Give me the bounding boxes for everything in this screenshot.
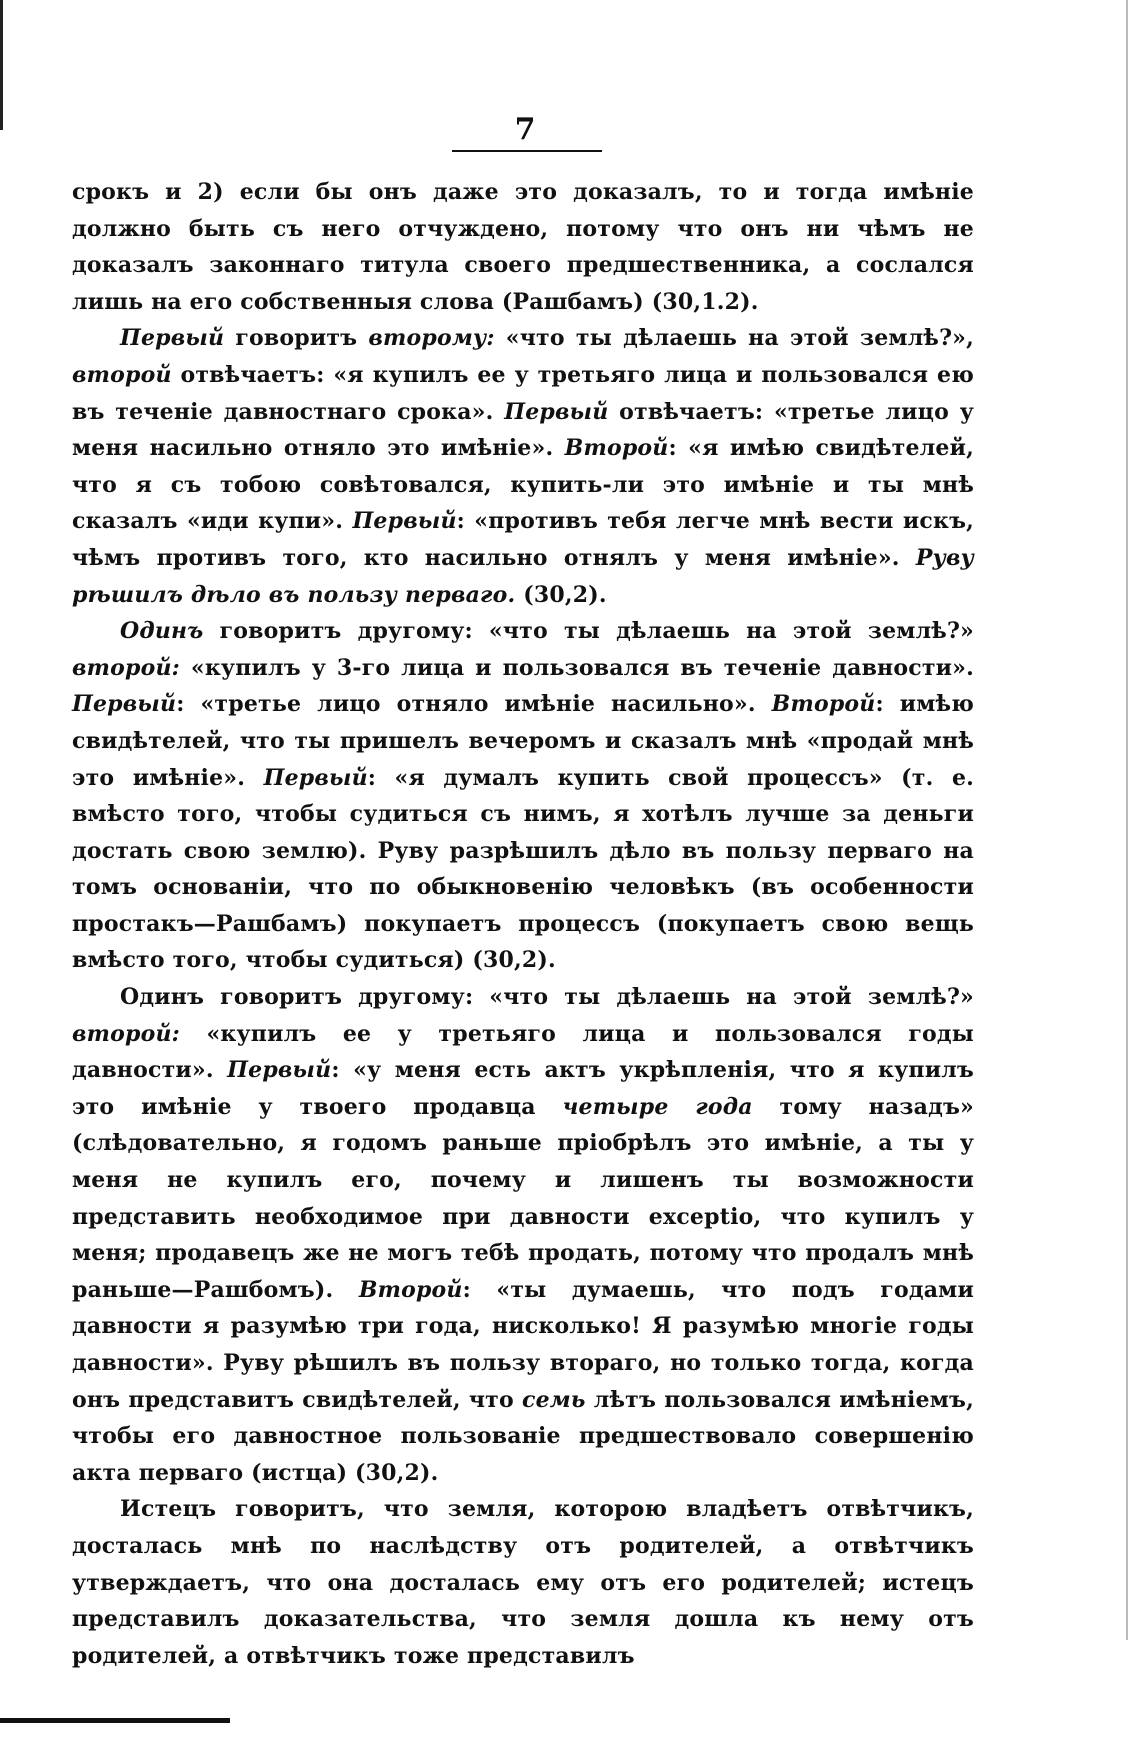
paragraph-4 (72, 979, 974, 1491)
paragraph-5 (72, 1491, 974, 1674)
speaker-one: Одинъ (120, 618, 204, 645)
text-run: : «противъ тебя легче мнѣ вести искъ, чѣмъ противъ того, кто насильно отнялъ у меня имѣніе». (72, 508, 974, 571)
speaker-second: Второй (771, 691, 876, 718)
scan-edge-right (1126, 0, 1128, 1640)
text-run: «купилъ у 3-го лица и пользовался въ теченіе давности». (179, 654, 974, 681)
text-run: отвѣчаетъ: «я купилъ ее у третьяго лица и пользовался ею въ теченіе давностнаго срока». (72, 361, 974, 425)
text-run: : имѣю свидѣтелей, что ты пришелъ вечеромъ и сказалъ мнѣ «продай мнѣ это имѣніе». (72, 691, 974, 791)
speaker-first: Первый (72, 691, 177, 718)
scan-edge-left (0, 0, 3, 130)
page-number-rule (452, 150, 602, 152)
text-run: Одинъ говоритъ другому: «что ты дѣлаешь на этой землѣ?» (120, 984, 974, 1011)
scan-foot-bar (0, 1718, 230, 1723)
speaker-second: второй (72, 361, 172, 388)
paragraph-2 (72, 320, 974, 613)
text-run: «что ты дѣлаешь на этой землѣ?», (494, 325, 974, 352)
speaker-first: Первый (352, 508, 457, 535)
paragraph-1 (72, 174, 974, 320)
speaker-second: второй: (72, 654, 180, 681)
speaker-second: Второй (358, 1276, 463, 1303)
text-run: говоритъ (224, 325, 369, 352)
speaker-second: второму: (368, 325, 495, 352)
text-run: отвѣчаетъ: «третье лицо у меня насильно отняло это имѣніе». (72, 398, 974, 462)
paragraph-5-text: Истецъ говоритъ, что земля, которою владѣетъ отвѣтчикъ, досталась мнѣ по наслѣдству отъ родителей, а отвѣтчикъ утверждаетъ, что она досталась ему отъ его родителей; истецъ представилъ доказательства, что земля дошла къ нему отъ родителей, а отвѣтчикъ тоже представилъ (72, 1496, 974, 1669)
text-run: : «у меня есть актъ укрѣпленія, что я купилъ это имѣніе у твоего продавца (72, 1057, 975, 1120)
paragraph-1-text: срокъ и 2) если бы онъ даже это доказалъ, то и тогда имѣніе должно быть съ него отчуждено, потому что онъ ни чѣмъ не доказалъ законнаго титула своего предшественника, а сослался лишь на его собственныя слова (Рашбамъ) (30,1.2). (72, 179, 974, 315)
text-run: говоритъ другому: «что ты дѣлаешь на этой землѣ?» (203, 618, 974, 645)
text-run: : «третье лицо отняло имѣніе насильно». (176, 691, 772, 718)
speaker-second: второй: (72, 1020, 180, 1047)
text-body (72, 174, 974, 1674)
text-run: : «я думалъ купить свой процессъ» (т. е. вмѣсто того, чтобы судиться съ нимъ, я хотѣлъ лучше за деньги достать свою землю). Руву разрѣшилъ дѣло въ пользу перваго на томъ основаніи, что по обыкновенію человѣкъ (въ особенности простакъ—Рашбамъ) покупаетъ процессъ (покупаетъ свою вещь вмѣсто того, чтобы судиться) (30,2). (72, 764, 974, 974)
emphasis-seven: семь (522, 1386, 586, 1413)
speaker-first: Первый (120, 325, 225, 352)
text-run: лѣтъ пользовался имѣніемъ, чтобы его давностное пользованіе предшествовало совершенію акта перваго (истца) (30,2). (72, 1386, 974, 1486)
text-run: : «ты думаешь, что подъ годами давности я разумѣю три года, нисколько! Я разумѣю многіе годы давности». Руву рѣшилъ въ пользу втораго, но только тогда, когда онъ представитъ свидѣтелей, что (72, 1276, 975, 1413)
text-run: : «я имѣю свидѣтелей, что я съ тобою совѣтовался, купить-ли это имѣніе и ты мнѣ сказалъ «иди купи». (72, 435, 974, 535)
emphasis-four-years: четыре года (562, 1093, 753, 1120)
speaker-first: Первый (227, 1057, 332, 1084)
speaker-first: Первый (504, 398, 609, 425)
paragraph-3 (72, 613, 974, 979)
text-run: тому назадъ» (слѣдовательно, я годомъ раньше пріобрѣлъ это имѣніе, а ты у меня не купилъ его, почему и лишенъ ты возможности представить необходимое при давности exceptio, что купилъ у меня; продавецъ же не могъ тебѣ продать, потому что продалъ мнѣ раньше—Рашбомъ). (72, 1093, 974, 1303)
text-run: «купилъ ее у третьяго лица и пользовался годы давности». (72, 1020, 974, 1084)
speaker-second: Второй (564, 435, 669, 462)
page-number: 7 (514, 112, 536, 147)
citation: (30,2). (515, 581, 607, 608)
ruling: Руву рѣшилъ дѣло въ пользу перваго. (72, 544, 974, 608)
speaker-first: Первый (263, 764, 368, 791)
